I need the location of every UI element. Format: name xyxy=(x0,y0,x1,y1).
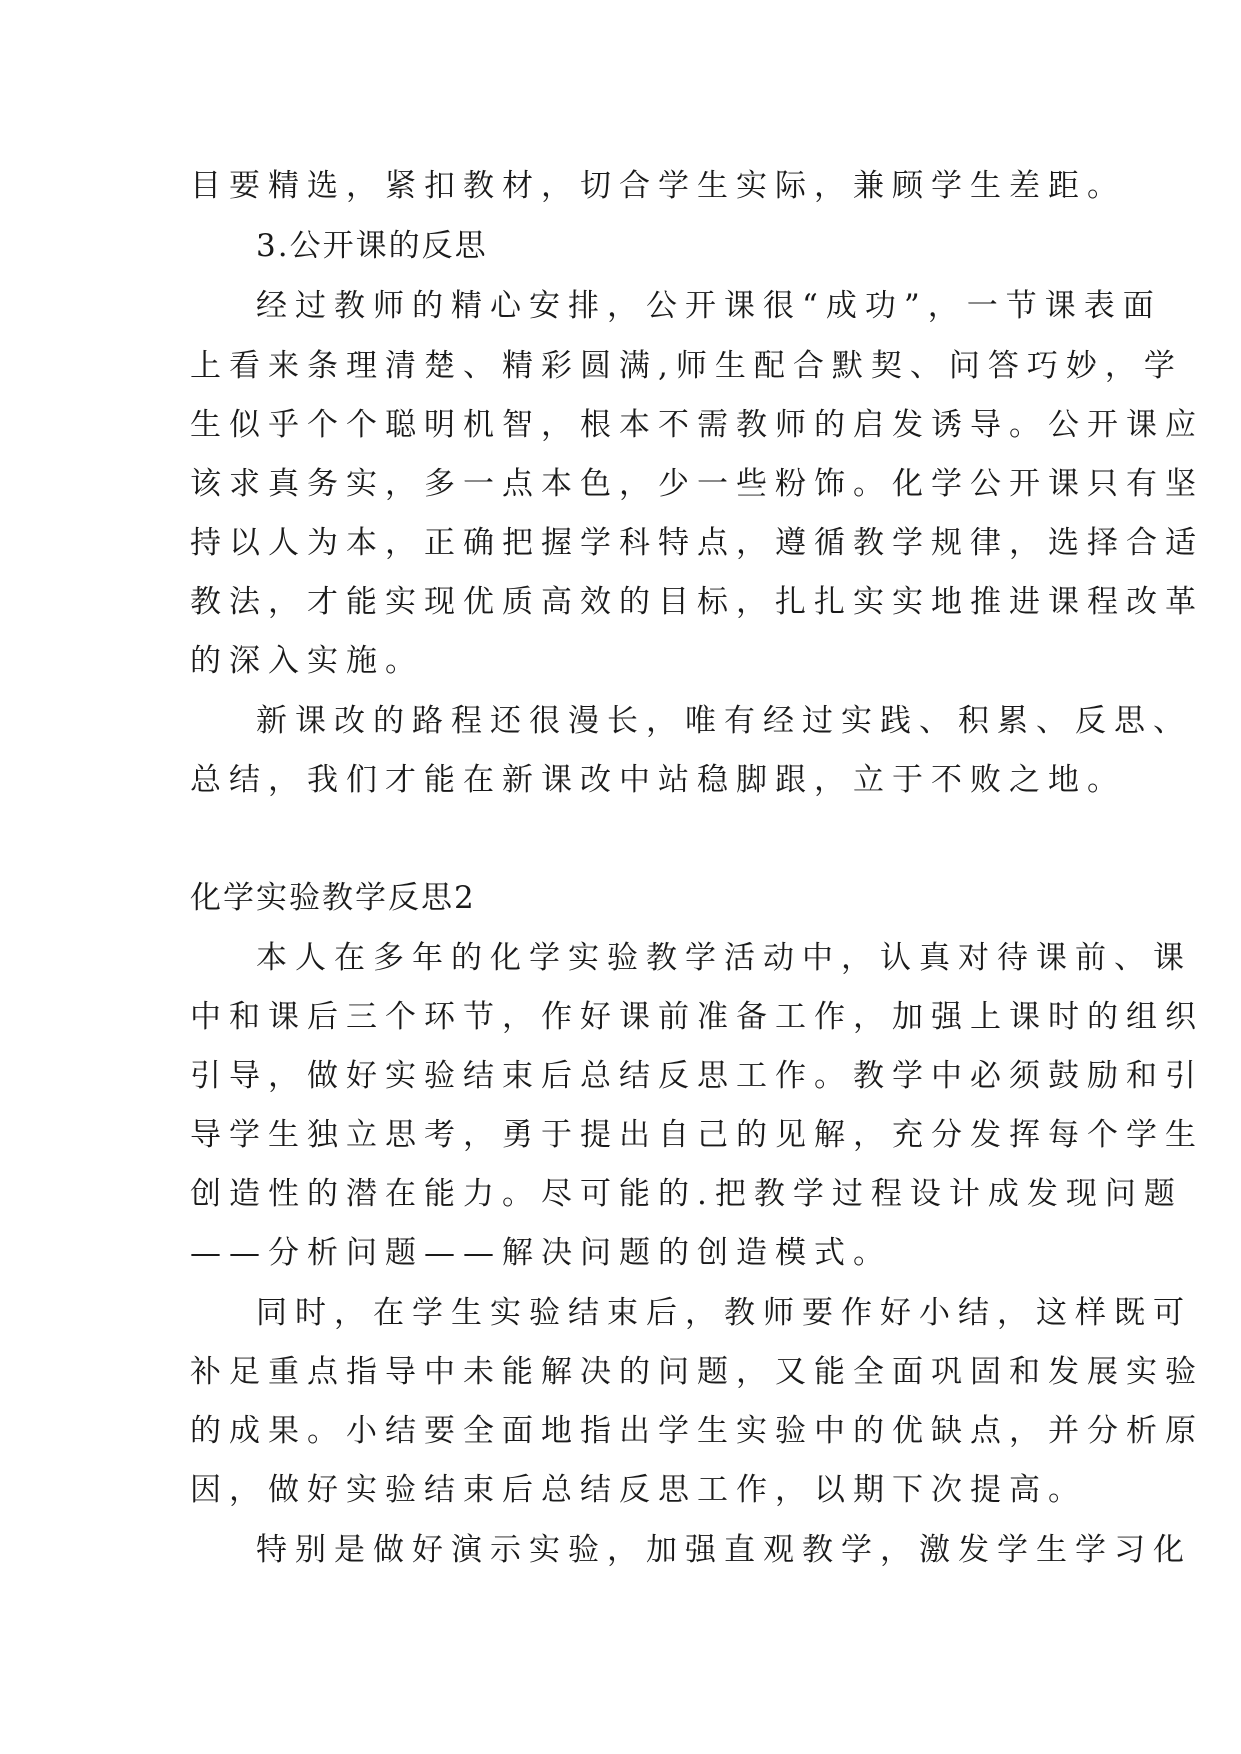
paragraph-line: 的成果。小结要全面地指出学生实验中的优缺点，并分析原 xyxy=(190,1413,1204,1449)
paragraph-line: 创造性的潜在能力。尽可能的.把教学过程设计成发现问题 xyxy=(190,1176,1183,1212)
paragraph-line: 引导，做好实验结束后总结反思工作。教学中必须鼓励和引 xyxy=(190,1058,1204,1094)
paragraph-line: 总结，我们才能在新课改中站稳脚跟，立于不败之地。 xyxy=(190,762,1126,798)
paragraph-line: 特别是做好演示实验，加强直观教学，激发学生学习化 xyxy=(256,1532,1192,1568)
paragraph-line: 本人在多年的化学实验教学活动中，认真对待课前、课 xyxy=(256,940,1192,976)
paragraph-line: 上看来条理清楚、精彩圆满,师生配合默契、问答巧妙，学 xyxy=(190,348,1183,384)
paragraph-line: 导学生独立思考，勇于提出自己的见解，充分发挥每个学生 xyxy=(190,1117,1204,1153)
article-title: 化学实验教学反思2 xyxy=(190,880,476,916)
paragraph-line: 经过教师的精心安排，公开课很“成功”，一节课表面 xyxy=(256,288,1162,324)
paragraph-line: ——分析问题——解决问题的创造模式。 xyxy=(190,1235,892,1271)
paragraph-line: 同时，在学生实验结束后，教师要作好小结，这样既可 xyxy=(256,1295,1192,1331)
paragraph-line: 的深入实施。 xyxy=(190,643,424,679)
section-heading: 3.公开课的反思 xyxy=(256,228,488,264)
paragraph-line: 补足重点指导中未能解决的问题，又能全面巩固和发展实验 xyxy=(190,1354,1204,1390)
paragraph-line: 该求真务实，多一点本色，少一些粉饰。化学公开课只有坚 xyxy=(190,466,1204,502)
paragraph-line: 目要精选，紧扣教材，切合学生实际，兼顾学生差距。 xyxy=(190,168,1126,204)
paragraph-line: 新课改的路程还很漫长，唯有经过实践、积累、反思、 xyxy=(256,703,1192,739)
paragraph-line: 持以人为本，正确把握学科特点，遵循教学规律，选择合适 xyxy=(190,525,1204,561)
paragraph-line: 中和课后三个环节，作好课前准备工作，加强上课时的组织 xyxy=(190,999,1204,1035)
paragraph-line: 生似乎个个聪明机智，根本不需教师的启发诱导。公开课应 xyxy=(190,407,1204,443)
paragraph-line: 因，做好实验结束后总结反思工作，以期下次提高。 xyxy=(190,1472,1087,1508)
paragraph-line: 教法，才能实现优质高效的目标，扎扎实实地推进课程改革 xyxy=(190,584,1204,620)
